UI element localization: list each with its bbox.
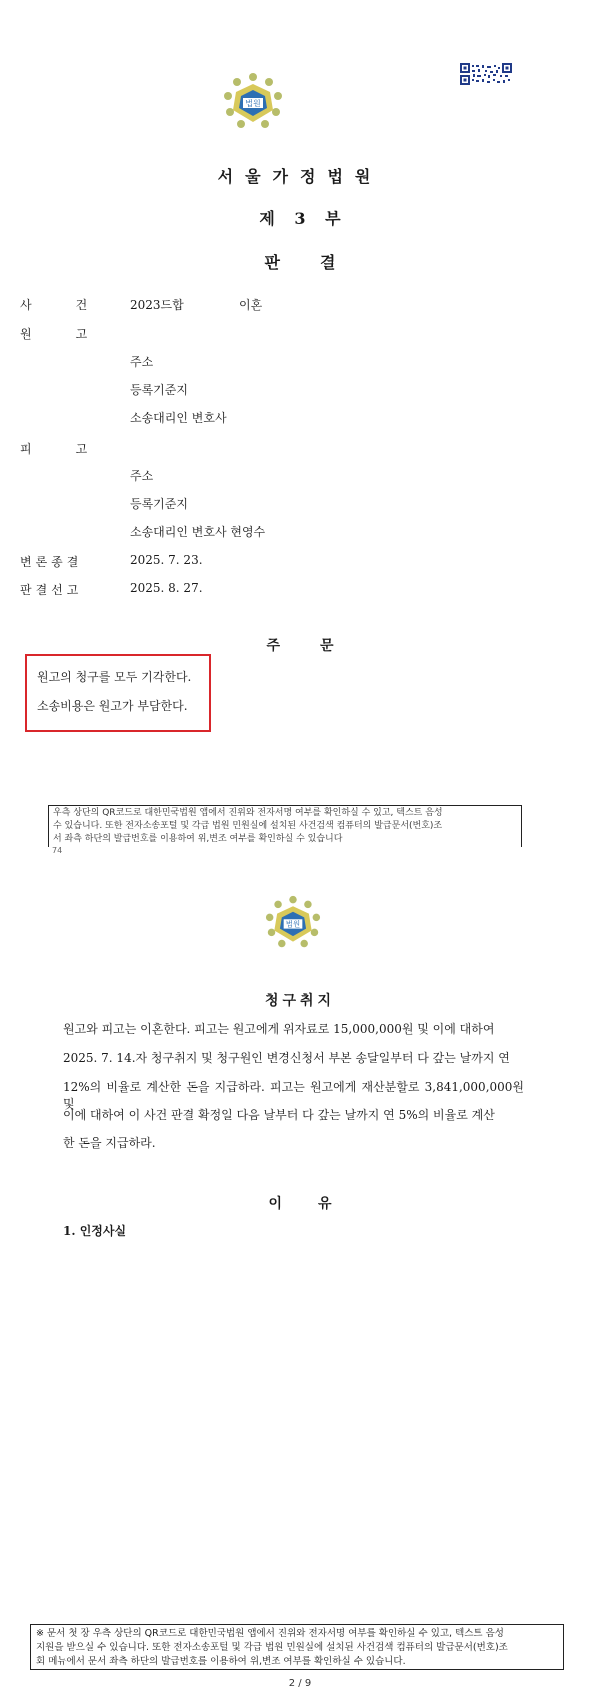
notice-line: 수 있습니다. 또한 전자소송포털 및 각급 법원 민원실에 설치된 사건검색 컴퓨터의 발급문서(번호)조 [53, 821, 443, 831]
order-heading: 주문 [266, 638, 374, 654]
qr-code-icon [460, 63, 512, 85]
notice-line: 서 좌측 하단의 발급번호를 이용하여 위,변조 여부를 확인하실 수 있습니다 [53, 834, 343, 844]
emblem-text: 법원 [245, 99, 261, 108]
footer-notice [30, 1624, 564, 1670]
sentence-label: 판결선고 [20, 583, 83, 597]
order-line: 소송비용은 원고가 부담한다. [37, 699, 188, 713]
court-emblem-icon [265, 895, 321, 951]
page-number: 2 / 9 [288, 1678, 312, 1689]
closing-label: 변론종결 [20, 555, 83, 569]
claim-line: 12%의 비율로 계산한 돈을 지급하라. 피고는 원고에게 재산분할로 3,841,000,000원 및 [63, 1080, 524, 1111]
plaintiff-label: 원고 [20, 327, 132, 341]
section-heading: 1. 인정사실 [63, 1224, 127, 1238]
closing-date: 2025. 7. 23. [130, 553, 203, 567]
claim-line: 2025. 7. 14.자 청구취지 및 청구원인 변경신청서 부본 송달일부터 다 갚는 날까지 연 [63, 1051, 510, 1065]
division-name: 제 3 부 [259, 209, 341, 228]
claim-line: 한 돈을 지급하라. [63, 1136, 156, 1150]
case-name: 이혼 [239, 298, 263, 312]
claim-line: 이에 대하여 이 사건 판결 확정일 다음 날부터 다 갚는 날까지 연 5%의 비율로 계산 [63, 1108, 495, 1122]
claim-heading: 청구취지 [264, 993, 336, 1009]
claim-line: 원고와 피고는 이혼한다. 피고는 원고에게 위자료로 15,000,000원 및 이에 대하여 [63, 1022, 495, 1036]
defendant-label: 피고 [20, 442, 132, 456]
court-name: 서울가정법원 [217, 167, 383, 186]
notice-fragment [48, 805, 522, 847]
case-number: 2023드합 [130, 298, 184, 312]
sentence-date: 2025. 8. 27. [130, 581, 203, 595]
defendant-counsel: 소송대리인 변호사 현영수 [130, 525, 266, 539]
emblem-text: 법원 [285, 919, 301, 929]
document-type: 판결 [264, 253, 376, 272]
plaintiff-address: 주소 [130, 355, 154, 369]
footer-line: ※ 문서 첫 장 우측 상단의 QR코드로 대한민국법원 앱에서 진위와 전자서명 여부를 확인하실 수 있고, 텍스트 음성 [36, 1628, 504, 1639]
case-label: 사건 [20, 298, 132, 312]
defendant-registry: 등록기준지 [130, 497, 188, 511]
notice-fragment-number: 74 [52, 846, 63, 855]
plaintiff-counsel: 소송대리인 변호사 [130, 411, 227, 425]
order-highlight-box [25, 654, 211, 732]
order-line: 원고의 청구를 모두 기각한다. [37, 670, 192, 684]
footer-line: 지원을 받으실 수 있습니다. 또한 전자소송포털 및 각급 법원 민원실에 설치된 사건검색 컴퓨터의 발급문서(번호)조 [36, 1642, 508, 1653]
footer-line: 회 메뉴에서 문서 좌측 하단의 발급번호를 이용하여 위,변조 여부를 확인하실 수 있습니다. [36, 1656, 406, 1667]
notice-line: 우측 상단의 QR코드로 대한민국법원 앱에서 진위와 전자서명 여부를 확인하실 수 있고, 텍스트 음성 [53, 808, 443, 818]
defendant-address: 주소 [130, 469, 154, 483]
court-emblem-icon [223, 72, 283, 132]
plaintiff-registry: 등록기준지 [130, 383, 188, 397]
reason-heading: 이유 [268, 1196, 368, 1212]
